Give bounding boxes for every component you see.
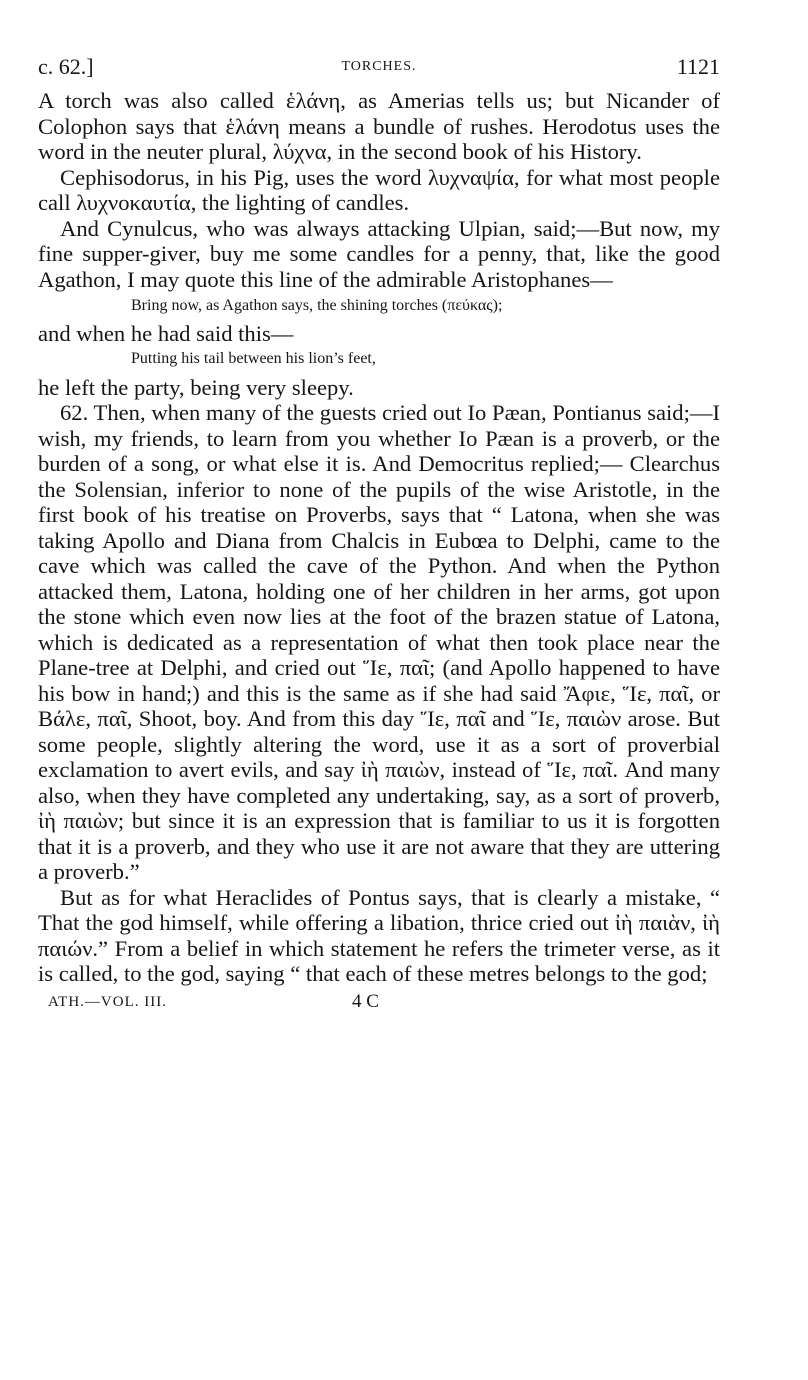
paragraph-section-62: 62. Then, when many of the guests cried out Io Pæan, Pontianus said;—I wish, my friends, to learn from you whether Io Pæan is a proverb, or the burden of a song, or what else it is. And Democritus replied;— Clearchus the Solensian, inferior to none of the pupils of the wise Aristotle, in the first book of his treatise on Proverbs, says that “ Latona, when she was taking Apollo and Diana from Chalcis in Eubœa to Delphi, came to the cave which was called the cave of the Python. And when the Python attacked them, Latona, holding one of her children in her arms, got upon the stone which even now lies at the foot of the brazen statue of Latona, which is dedicated as a representation of what then took place near the Plane-tree at Delphi, and cried out Ἵε, παῖ; (and Apollo happened to have his bow in hand;) and this is the same as if she had said Ἄφιε, Ἵε, παῖ, or Βάλε, παῖ, Shoot, boy. And from this day Ἵε, παῖ and Ἵε, παιὼν arose. But some people, slightly altering the word, use it as a sort of proverbial exclamation to avert evils, and say ἰὴ παιὼν, instead of Ἵε, παῖ. And many also, when they have completed any undertaking, say, as a sort of proverb, ἰὴ παιὼν; but since it is an expression that is familiar to us it is forgotten that it is a proverb, and they who use it are not aware that they are uttering a proverb.” xyxy=(38,400,720,884)
paragraph-cephisodorus: Cephisodorus, in his Pig, uses the word λυχναψία, for what most people call λυχνοκαυτία, the lighting of candles. xyxy=(38,164,720,215)
volume-label: ATH.—VOL. III. xyxy=(48,993,167,1010)
verse-quotation: Putting his tail between his lion’s feet, xyxy=(131,349,376,367)
verse-quotation: Bring now, as Agathon says, the shining torches (πεύκας); xyxy=(131,297,503,314)
paragraph-between-verses: and when he had said this— xyxy=(38,321,294,346)
signature-mark: 4 C xyxy=(352,990,379,1012)
running-header xyxy=(38,54,720,88)
paragraph-cynulcus: And Cynulcus, who was always attacking Ulpian, said;—But now, my fine supper-giver, buy me some candles for a penny, that, like the good Agathon, I may quote this line of the admirable Aristophanes— xyxy=(38,215,720,292)
chapter-marker: c. 62.] xyxy=(38,54,94,79)
paragraph-heraclides: But as for what Heraclides of Pontus says, that is clearly a mistake, “ That the god himself, while offering a libation, thrice cried out ἰὴ παιὰν, ἰὴ παιών.” From a belief in which statement he refers the trimeter verse, as it is called, to the god, saying “ that each of these metres belongs to the god; xyxy=(38,884,720,986)
running-title: TORCHES. xyxy=(341,59,417,74)
paragraph-torch-names: A torch was also called ἑλάνη, as Amerias tells us; but Nicander of Colophon says that ἑλάνη means a bundle of rushes. Herodotus uses the word in the neuter plural, λύχνα, in the second book of his History. xyxy=(38,88,720,164)
page-number: 1121 xyxy=(676,54,720,79)
page-footer xyxy=(38,991,720,1017)
paragraph-left-party: he left the party, being very sleepy. xyxy=(38,374,354,400)
body-text xyxy=(38,88,720,987)
page xyxy=(38,54,720,1017)
